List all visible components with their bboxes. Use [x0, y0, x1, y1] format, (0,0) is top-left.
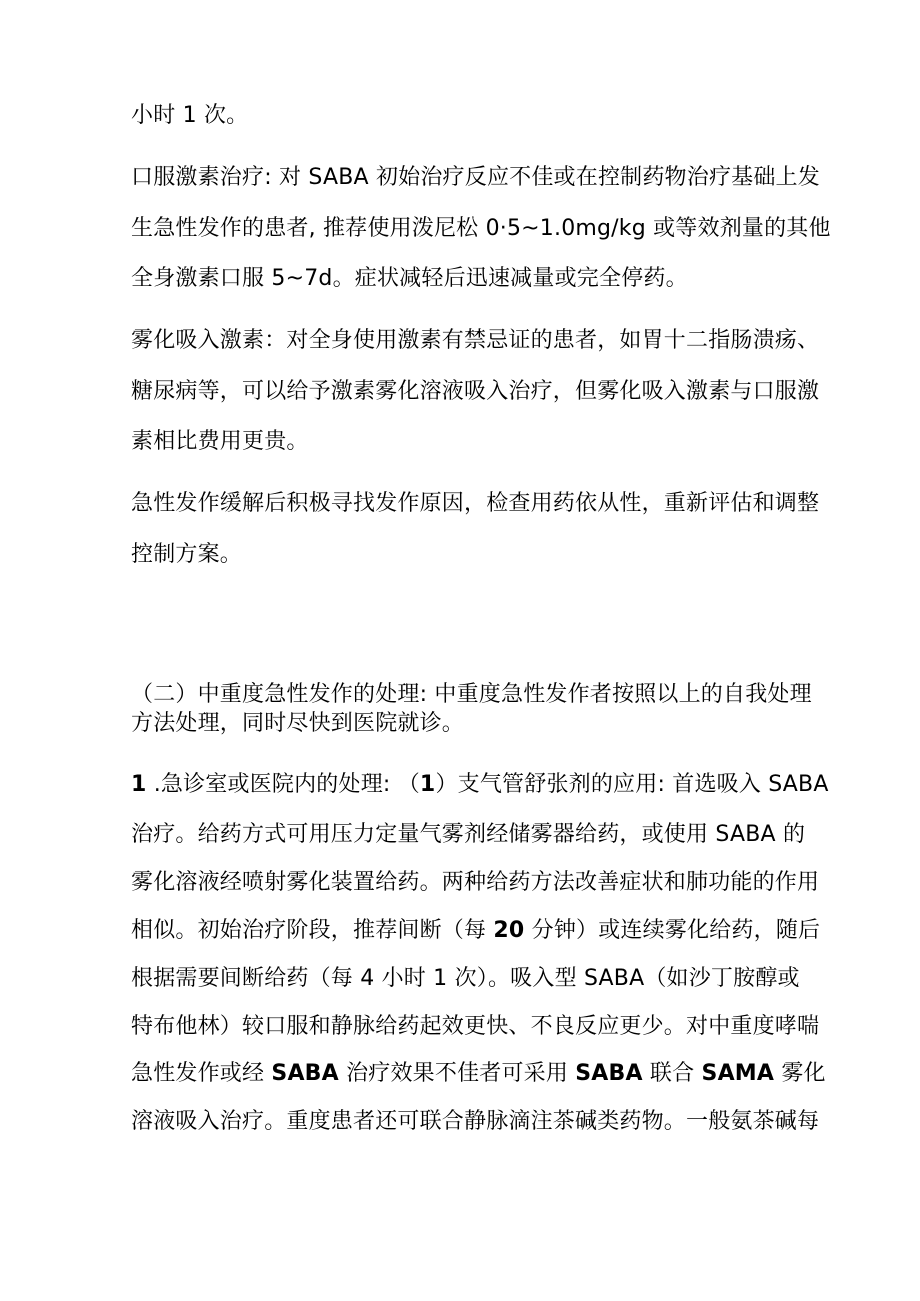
sub-item-number: 1: [419, 772, 436, 797]
para5-line8: 溶液吸入治疗。重度患者还可联合静脉滴注茶碱类药物。一般氨茶碱每: [131, 1109, 820, 1134]
para5-line4-c: 分钟）或连续雾化给药，随后: [524, 918, 821, 943]
para2-line2: 生急性发作的患者, 推荐使用泼尼松 0·5~1.0mg/kg 或等效剂量的其他: [131, 216, 831, 241]
para1-line1: 小时 1 次。: [131, 103, 249, 128]
para2-line1: 口服激素治疗: 对 SABA 初始治疗反应不佳或在控制药物治疗基础上发: [131, 165, 820, 190]
para3-line1: 雾化吸入激素：对全身使用激素有禁忌证的患者，如胃十二指肠溃疡、: [131, 328, 820, 353]
para5-line7-g: 雾化: [774, 1061, 826, 1086]
saba-term-1: SABA: [271, 1061, 339, 1086]
para4-line2: 控制方案。: [131, 542, 243, 567]
para5-line1-c: ）支气管舒张剂的应用: 首选吸入 SABA: [435, 772, 829, 797]
section2-line2: 方法处理，同时尽快到医院就诊。: [131, 711, 465, 736]
saba-term-2: SABA: [575, 1061, 643, 1086]
para5-line4: [131, 916, 821, 946]
para5-line7-e: 联合: [642, 1061, 702, 1086]
para5-line7-a: 急性发作或经: [131, 1061, 272, 1086]
para3-line2: 糖尿病等，可以给予激素雾化溶液吸入治疗，但雾化吸入激素与口服激: [131, 379, 820, 404]
para5-line5: 根据需要间断给药（每 4 小时 1 次）。吸入型 SABA（如沙丁胺醇或: [131, 966, 800, 991]
para5-line4-a: 相似。初始治疗阶段，推荐间断（每: [131, 918, 494, 943]
para5-line1-a: .急诊室或医院内的处理: （: [146, 772, 420, 797]
para5-line7: [131, 1059, 826, 1089]
para5-line2: 治疗。给药方式可用压力定量气雾剂经储雾器给药，或使用 SABA 的: [131, 822, 806, 847]
interval-minutes: 20: [493, 918, 525, 943]
para5-line6: 特布他林）较口服和静脉给药起效更快、不良反应更少。对中重度哮喘: [131, 1014, 820, 1039]
item-number: 1: [131, 772, 147, 797]
para3-line3: 素相比费用更贵。: [131, 429, 309, 454]
sama-term: SAMA: [701, 1061, 775, 1086]
section2-line1: （二）中重度急性发作的处理: 中重度急性发作者按照以上的自我处理: [131, 682, 812, 707]
para4-line1: 急性发作缓解后积极寻找发作原因，检查用药依从性，重新评估和调整: [131, 491, 820, 516]
para2-line3: 全身激素口服 5~7d。症状减轻后迅速减量或完全停药。: [131, 266, 688, 291]
para5-line1: [131, 770, 829, 800]
para5-line3: 雾化溶液经喷射雾化装置给药。两种给药方法改善症状和肺功能的作用: [131, 870, 820, 895]
para5-line7-c: 治疗效果不佳者可采用: [338, 1061, 576, 1086]
